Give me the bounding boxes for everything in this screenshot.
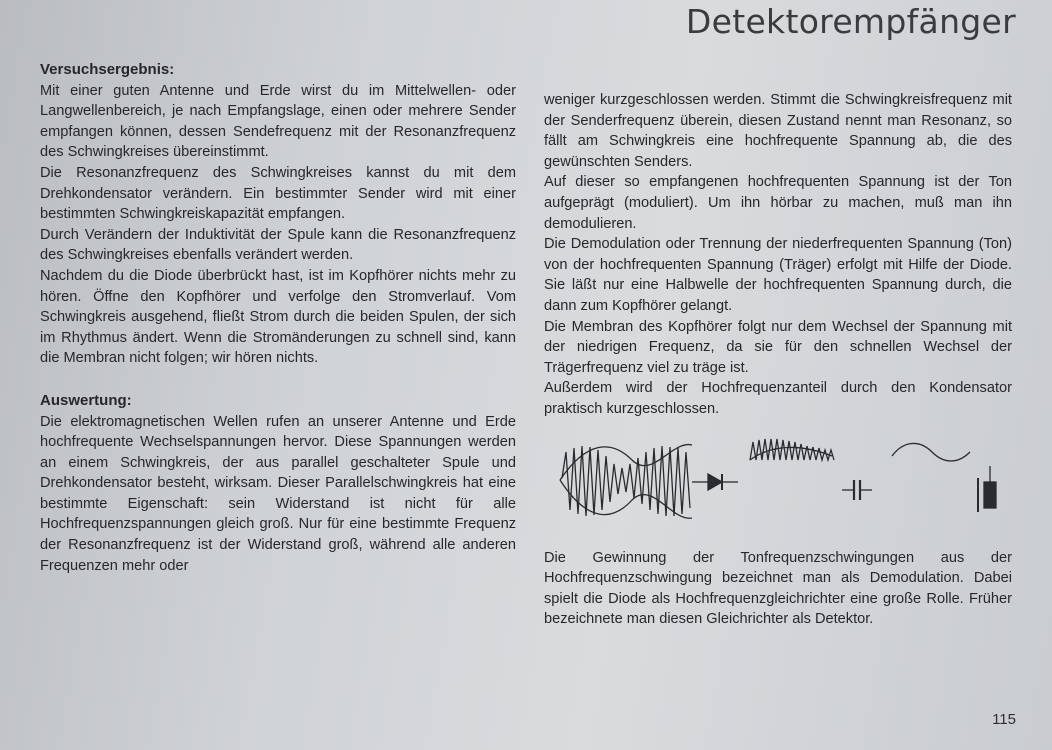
left-column	[40, 60, 516, 576]
audio-sine-wave	[892, 443, 970, 461]
paragraph: Die Gewinnung der Tonfrequenzschwingungen aus der Hochfrequenzschwingung bezeichnet man als Demodulation. Dabei spielt die Diode als Hochfrequenzgleichrichter eine große Rolle. Früher bezeichnete man diesen Gleichrichter als Detektor.	[544, 549, 1012, 628]
paragraph: Nachdem du die Diode überbrückt hast, ist im Kopfhörer nichts mehr zu hören. Öffne den Kopfhörer und verfolge den Stromverlauf. Vom Schwingkreis ausgehend, fließt Strom durch die beiden Spulen, der sich im Rhythmus ändert. Wenn die Stromänderungen zu schnell sind, kann die Membran nicht folgen; wir hören nichts.	[40, 267, 516, 367]
section-heading-auswertung: Auswertung:	[40, 391, 132, 409]
section-heading-versuchsergebnis: Versuchsergebnis:	[40, 61, 175, 78]
paragraph: Mit einer guten Antenne und Erde wirst du im Mittelwellen- oder Langwellenbereich, je nach Empfangslage, einen oder mehrere Sender empfangen können, dessen Sendefrequenz mit der Resonanzfrequenz des Schwingkreises übereinstimmt.	[40, 82, 516, 161]
half-wave-rectified-signal	[750, 439, 834, 460]
paragraph: Die Membran des Kopfhörer folgt nur dem Wechsel der Spannung mit der niedrigen Frequenz, da sie für den schnellen Wechsel der Trägerfrequenz viel zu träge ist.	[544, 318, 1012, 376]
page-number: 115	[992, 711, 1016, 728]
capacitor-icon	[842, 480, 872, 500]
paragraph: Die Resonanzfrequenz des Schwingkreises kannst du mit dem Drehkondensator verändern. Ein bestimmter Sender wird mit einer bestimmten Schwingkreiskapazität empfangen.	[40, 164, 516, 223]
page-title: Detektorempfänger	[685, 2, 1016, 41]
paragraph: Außerdem wird der Hochfrequenzanteil durch den Kondensator praktisch kurzgeschlossen.	[544, 380, 1012, 417]
right-column	[544, 90, 1012, 630]
paragraph: Die Demodulation oder Trennung der niederfrequenten Spannung (Ton) von der hochfrequenten Spannung (Träger) erfolgt mit Hilfe der Diode. Sie läßt nur eine Halbwelle der hochfrequenten Spannung durch, die dann zum Kopfhörer gelangt.	[544, 236, 1012, 314]
demodulation-diagram	[542, 430, 1012, 530]
paragraph: Auf dieser so empfangenen hochfrequenten Spannung ist der Ton aufgeprägt (moduliert). Um ihn hörbar zu machen, muß man ihn demodulieren.	[544, 174, 1012, 232]
headphone-speaker-icon	[978, 466, 996, 512]
paragraph: Die elektromagnetischen Wellen rufen an unserer Antenne und Erde hochfrequente Wechselspannungen hervor. Diese Spannungen werden an einem Schwingkreis, der aus parallel geschalteter Spule und Drehkondensator besteht, wirksam. Dieser Parallelschwingkreis hat eine bestimmte Eigenschaft: sein Widerstand ist nicht für alle Hochfrequenzspannungen gleich groß. Nur für eine bestimmte Frequenz der Resonanzfrequenz ist der Widerstand groß, während alle anderen Frequenzen mehr oder	[40, 413, 516, 574]
paragraph: Durch Verändern der Induktivität der Spule kann die Resonanzfrequenz des Schwingkreises ebenfalls verändert werden.	[40, 226, 516, 264]
paragraph: weniger kurzgeschlossen werden. Stimmt die Schwingkreisfrequenz mit der Senderfrequenz überein, diesen Zustand nennt man Resonanz, so fällt am Schwingkreis eine hochfrequente Spannung ab, die des gewünschten Senders.	[544, 92, 1012, 170]
diode-icon	[708, 474, 722, 490]
